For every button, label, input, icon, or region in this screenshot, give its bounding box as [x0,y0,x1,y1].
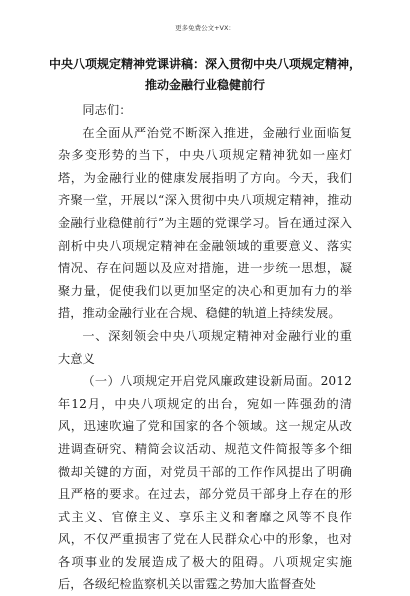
paragraph-intro: 在全面从严治党不断深入推进，金融行业面临复杂多变形势的当下，中央八项规定精神犹如一座灯塔，为金融行业的健康发展指明了方向。今天，我们齐聚一堂，开展以“深入贯彻中央八项规定精神，推动金融行业稳健前行”为主题的党课学习。旨在通过深入剖析中央八项规定精神在金融领域的重要意义、落实情况、存在问题以及应对措施，进一步统一思想，凝聚力量，促使我们以更加坚定的决心和更加有力的举措，推动金融行业在合规、稳健的轨道上持续发展。 [58,125,352,321]
document-title [44,54,366,96]
section-heading-1: 一、深刻领会中央八项规定精神对金融行业的重大意义 [58,328,352,366]
header-watermark: 更多免费公文+VX： [175,24,235,32]
salutation: 同志们： [82,103,132,117]
document-body [58,99,352,596]
paragraph-subsection-1: （一）八项规定开启党风廉政建设新局面。2012年12月，中央八项规定的出台，宛如一阵强劲的清风，迅速吹遍了党和国家的各个领域。这一规定从改进调查研究、精简会议活动、规范文件简报等多个细微却关键的方面，对党员干部的工作作风提出了明确且严格的要求。在过去，部分党员干部身上存在的形式主义、官僚主义、享乐主义和奢靡之风等不良作风，不仅严重损害了党在人民群众心中的形象，也对各项事业的发展造成了极大的阻碍。八项规定实施后，各级纪检监察机关以雷霆之势加大监督查处 [58,374,352,592]
title-line-2: 推动金融行业稳健前行 [144,78,265,92]
title-line-1: 中央八项规定精神党课讲稿：深入贯彻中央八项规定精神， [48,57,361,71]
